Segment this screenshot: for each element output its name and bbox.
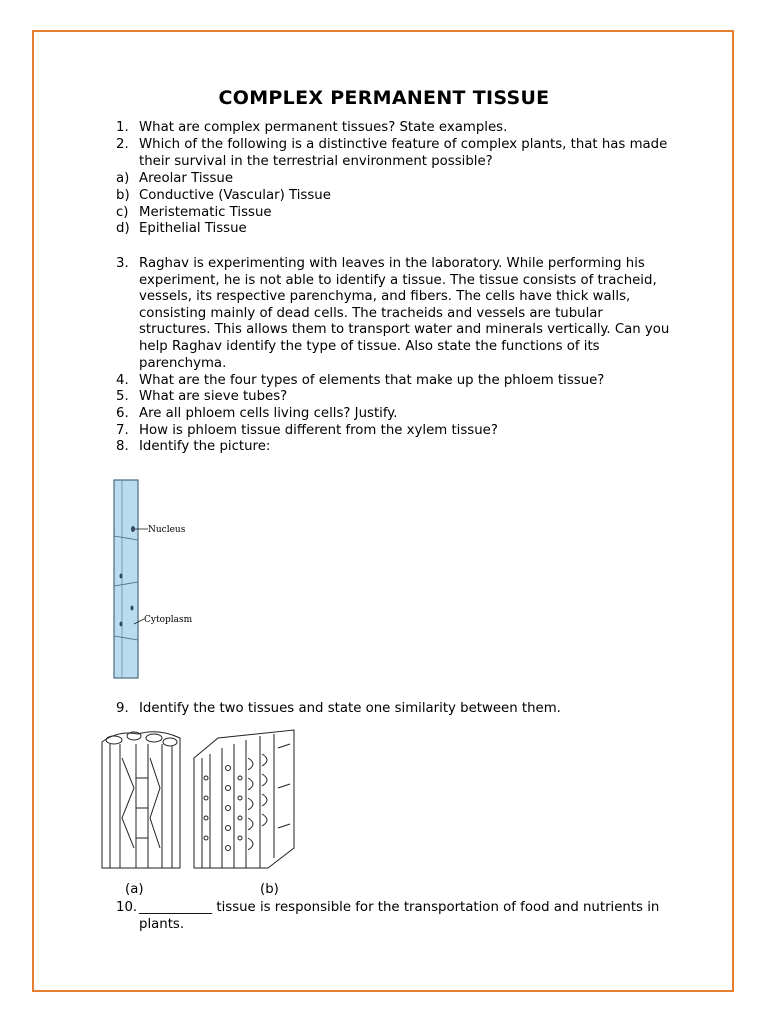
tissue-b-drawing: [194, 730, 294, 868]
question-number: 10.: [116, 900, 138, 915]
question-number: 3.: [116, 256, 129, 271]
question-text: Are all phloem cells living cells? Justify.: [139, 406, 398, 421]
question-text: What are complex permanent tissues? State examples.: [139, 120, 508, 135]
caption-b: (b): [260, 882, 279, 897]
question-number: 9.: [116, 701, 129, 716]
option-letter: c): [116, 205, 129, 220]
question-text: Identify the two tissues and state one similarity between them.: [139, 701, 561, 716]
question-text: What are the four types of elements that make up the phloem tissue?: [139, 373, 605, 388]
option-letter: b): [116, 188, 130, 203]
caption-a: (a): [125, 882, 144, 897]
option-letter: a): [116, 171, 130, 186]
question-text: Raghav is experimenting with leaves in the laboratory. While performing his experiment, he is not able to identify a tissue. The tissue consists of tracheid, vessels, its respective parenchyma, and fibers. The cells have thick walls, consisting mainly of dead cells. The tracheids and vessels are tubular structures. This allows them to transport water and minerals vertically. Can you help Raghav identify the type of tissue. Also state the functions of its parenchyma.: [139, 256, 670, 371]
question-text: Identify the picture:: [139, 439, 271, 454]
question-text: Which of the following is a distinctive feature of complex plants, that has made their survival in the terrestrial environment possible?: [139, 137, 668, 169]
question-number: 4.: [116, 373, 129, 388]
question-text: What are sieve tubes?: [139, 389, 288, 404]
question-text: How is phloem tissue different from the xylem tissue?: [139, 423, 498, 438]
option-text: Epithelial Tissue: [139, 221, 247, 236]
option-letter: d): [116, 221, 130, 236]
question-number: 7.: [116, 423, 129, 438]
question-number: 5.: [116, 389, 129, 404]
question-number: 2.: [116, 137, 129, 152]
question-number: 1.: [116, 120, 129, 135]
option-text: Areolar Tissue: [139, 171, 233, 186]
question-number: 6.: [116, 406, 129, 421]
question-text: ___________ tissue is responsible for the transportation of food and nutrients in plants.: [139, 900, 660, 932]
option-text: Conductive (Vascular) Tissue: [139, 188, 331, 203]
sieve-tube-cell: [114, 480, 138, 678]
option-text: Meristematic Tissue: [139, 205, 272, 220]
sieve-tube-figure: [94, 466, 224, 686]
page-title: COMPLEX PERMANENT TISSUE: [218, 87, 550, 109]
nucleus-label: Nucleus: [148, 525, 186, 535]
cytoplasm-label: Cytoplasm: [144, 615, 193, 625]
tissue-a-drawing: [102, 732, 180, 868]
question-number: 8.: [116, 439, 129, 454]
tissues-figure: [98, 728, 308, 874]
